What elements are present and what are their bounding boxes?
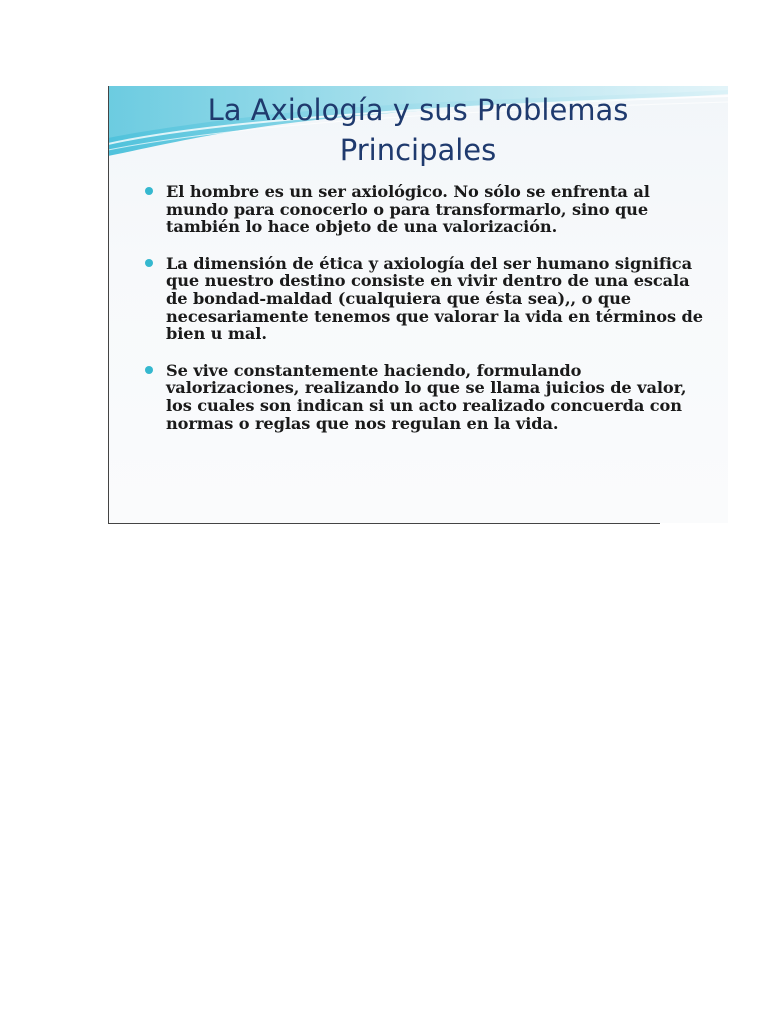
circle-bullet-icon <box>145 187 153 195</box>
slide-bottom-border <box>108 523 660 524</box>
bullet-text: La dimensión de ética y axiología del ser humano significa que nuestro destino consiste en vivir dentro de una escala de bondad-maldad (cualquiera que ésta sea),, o que necesariamente tenemos que valorar la vida en términos de bien u mal. <box>166 253 703 344</box>
circle-bullet-icon <box>145 259 153 267</box>
slide-left-border <box>108 86 109 524</box>
bullet-item <box>142 255 704 343</box>
slide <box>108 86 728 523</box>
bullet-text: Se vive constantemente haciendo, formulando valorizaciones, realizando lo que se llama juicios de valor, los cuales son indican si un acto realizado concuerda con normas o reglas que nos regulan en la vida. <box>166 360 687 433</box>
slide-title <box>108 90 728 170</box>
bullet-item <box>142 362 704 432</box>
bullet-list <box>142 183 704 432</box>
bullet-item <box>142 183 704 236</box>
bullet-text: El hombre es un ser axiológico. No sólo se enfrenta al mundo para conocerlo o para transformarlo, sino que también lo hace objeto de una valorización. <box>166 182 650 237</box>
slide-title-line-1: La Axiología y sus Problemas <box>207 93 629 127</box>
circle-bullet-icon <box>145 366 153 374</box>
slide-title-line-2: Principales <box>339 133 497 167</box>
